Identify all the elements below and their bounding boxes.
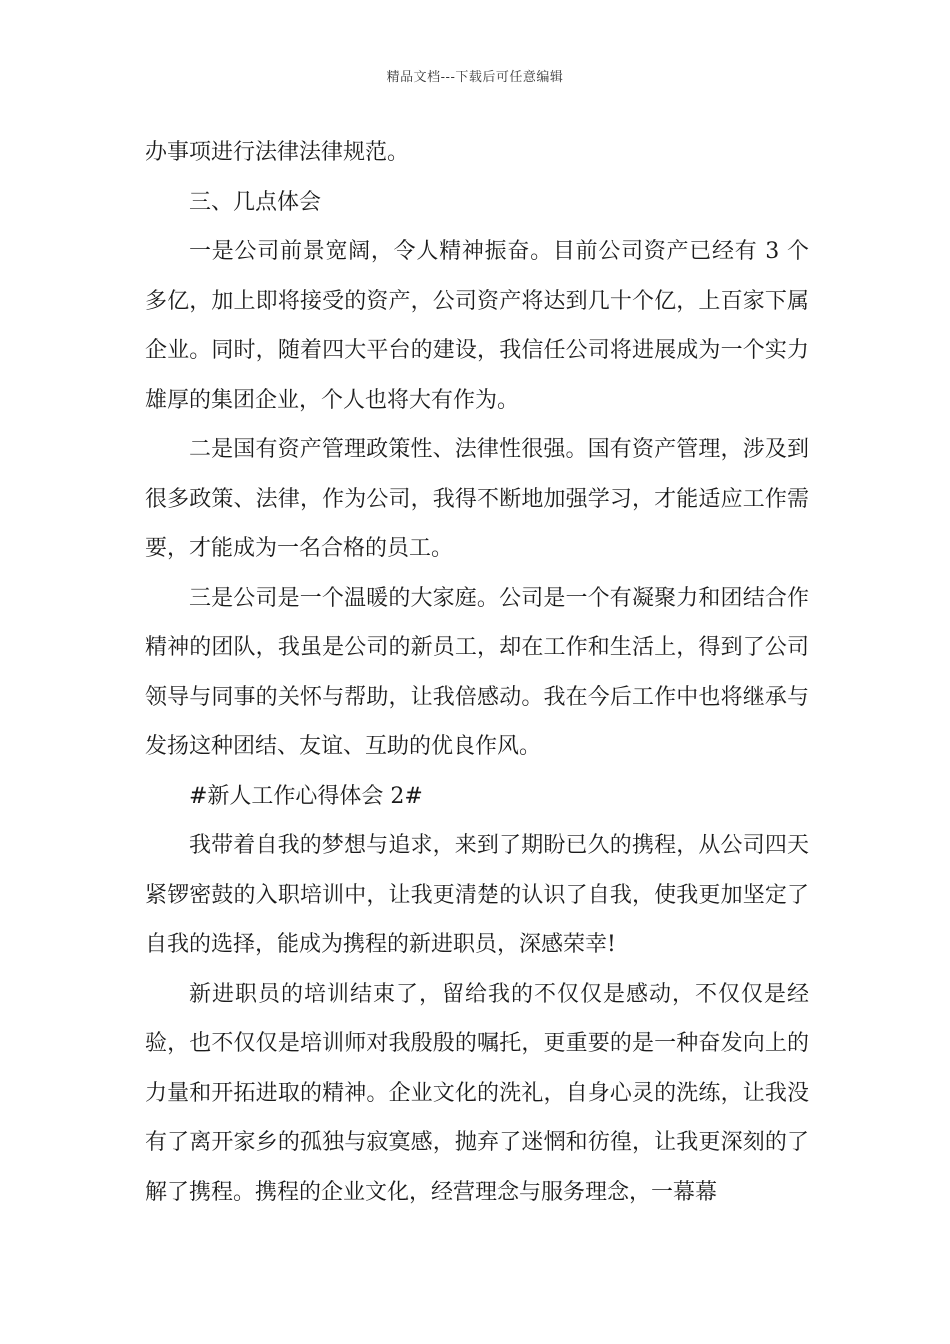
document-body <box>145 128 809 1217</box>
paragraph-1: 办事项进行法律法律规范。 <box>145 140 410 165</box>
paragraph-7: 我带着自我的梦想与追求，来到了期盼已久的携程，从公司四天紧锣密鼓的入职培训中，让我更清楚的认识了自我，使我更加坚定了自我的选择，能成为携程的新进职员，深感荣幸! <box>145 833 809 957</box>
section-heading: 三、几点体会 <box>189 189 322 215</box>
paragraph-5: 三是公司是一个温暖的大家庭。公司是一个有凝聚力和团结合作精神的团队，我虽是公司的新员工，却在工作和生活上，得到了公司领导与同事的关怀与帮助，让我倍感动。我在今后工作中也将继承与发扬这种团结、友谊、互助的优良作风。 <box>145 585 809 759</box>
paragraph-4: 二是国有资产管理政策性、法律性很强。国有资产管理，涉及到很多政策、法律，作为公司，我得不断地加强学习，才能适应工作需要，才能成为一名合格的员工。 <box>145 437 809 561</box>
page-header: 精品文档---下载后可任意编辑 <box>386 70 564 85</box>
paragraph-8: 新进职员的培训结束了，留给我的不仅仅是感动，不仅仅是经验，也不仅仅是培训师对我殷殷的嘱托，更重要的是一种奋发向上的力量和开拓进取的精神。企业文化的洗礼，自身心灵的洗练，让我没有了离开家乡的孤独与寂寞感，抛弃了迷惘和彷徨，让我更深刻的了解了携程。携程的企业文化，经营理念与服务理念，一幕幕 <box>145 981 809 1205</box>
subsection-heading: #新人工作心得体会 2# <box>189 783 423 809</box>
paragraph-3: 一是公司前景宽阔，令人精神振奋。目前公司资产已经有 3 个多亿，加上即将接受的资产，公司资产将达到几十个亿，上百家下属企业。同时，随着四大平台的建设，我信任公司将进展成为一个实力雄厚的集团企业，个人也将大有作为。 <box>145 239 809 413</box>
